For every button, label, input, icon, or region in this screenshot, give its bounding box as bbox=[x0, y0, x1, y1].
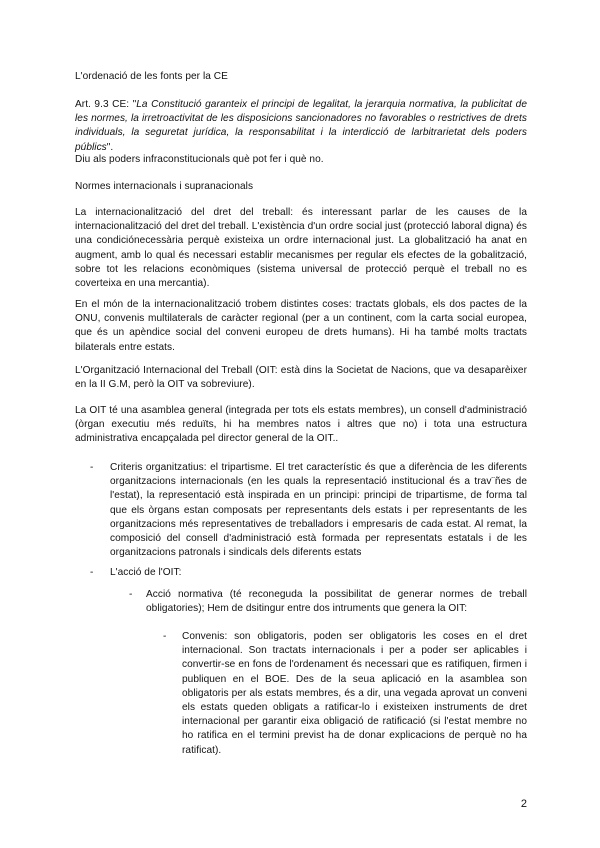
document-title: L'ordenació de les fonts per la CE bbox=[75, 71, 228, 82]
article-quote-paragraph bbox=[75, 98, 527, 155]
article-suffix: ". bbox=[106, 141, 114, 153]
paragraph-oit-structure: La OIT té una asamblea general (integrada per tots els estats membres), un consell d'administració (òrgan executiu més reduïts, hi ha membres natos i altres que no) i tota una estructura administrativa encapçalada pel director general de la OIT.. bbox=[75, 405, 527, 445]
bullet-dash: - bbox=[90, 567, 94, 578]
sub-sub-bullet-convenis: Convenis: son obligatoris, poden ser obligatoris les coses en el dret internacional. Son tractats internacionals i per a poder ser aplicables i convertir-se en fons de l'ordenament és necessari que es ratifiquen, firmen i publiquen en el BOE. Des de la seua aplicació en la asamblea son obligatoris per als estats membres, és a dir, una vegada aprovat un conveni els estats queden obligats a ratificar-lo i existeixen instruments de dret internacional per garantir eixa obligació de ratificació (si l'estat membre no ho ratifica en el termini previst ha de donar explicacions de perquè no ha ratificat). bbox=[182, 631, 527, 756]
paragraph-infra: Diu als poders infraconstitucionals què pot fer i què no. bbox=[75, 154, 324, 165]
bullet-dash: - bbox=[163, 631, 167, 642]
bullet-dash: - bbox=[129, 589, 133, 600]
page-number: 2 bbox=[520, 798, 527, 810]
section-heading: Normes internacionals i supranacionals bbox=[75, 181, 254, 192]
paragraph-treaties: En el món de la internacionalització trobem distintes coses: tractats globals, els dos pactes de la ONU, convenis multilaterals de caràcter regional (per a un continent, com la carta social europea, que és un apèndice social del conveni europeu de drets humans). Hi ha també molts tractats bilaterals entre estats. bbox=[75, 299, 527, 353]
sub-bullet-accio-normativa: Acció normativa (té reconeguda la possibilitat de generar normes de treball obligatories); Hem de dsitingur entre dos intruments que genera la OIT: bbox=[146, 589, 527, 615]
article-prefix: Art. 9.3 CE: " bbox=[75, 99, 137, 110]
bullet-dash: - bbox=[90, 462, 94, 473]
paragraph-oit: L'Organització Internacional del Treball (OIT: està dins la Societat de Nacions, que va desaparèixer en la II G.M, però la OIT va sobreviure). bbox=[75, 365, 527, 391]
bullet-accio-oit: L'acció de l'OIT: bbox=[110, 567, 182, 578]
article-quote: La Constitució garanteix el principi de legalitat, la jerarquia normativa, la publicitat de les normes, la irretroactivitat de les disposicions sancionadores no favorables o restrictives de drets individuals, la seguretat jurídica, la responsabilitat i la interdicció de larbitrarietat dels poders públics bbox=[75, 99, 527, 153]
paragraph-internationalization: La internacionalització del dret del treball: és interessant parlar de les causes de la internacionalització del dret del treball. L'existència d'un ordre social just (protecció laboral digna) és una condiciónecessària perquè existeixa un ordre internacional just. La globalització ha anat en augment, amb lo qual és necessari establir mecanismes per regular els efectes de la gobalització, sobre tot les relacions econòmiques (sistema universal de protecció perquè el treball no es coverteixa en una mercantia). bbox=[75, 207, 527, 290]
bullet-tripartisme: Criteris organitzatius: el tripartisme. El tret característic és que a diferència de les diferents organitzacions internacionals (en les quals la representació institucional és a trav¨ñes de l'estat), la representació està inspirada en un principi: principi de tripartisme, de forma tal que els òrgans estan composats per representants dels estats i per representants de les organitzacions més representatives de treballadors i empresaris de cada estat. Al remat, la composició del consell d'administració està formada per representats estatals i de les organitzacions patronals i sindicals dels diferents estats bbox=[110, 462, 527, 559]
